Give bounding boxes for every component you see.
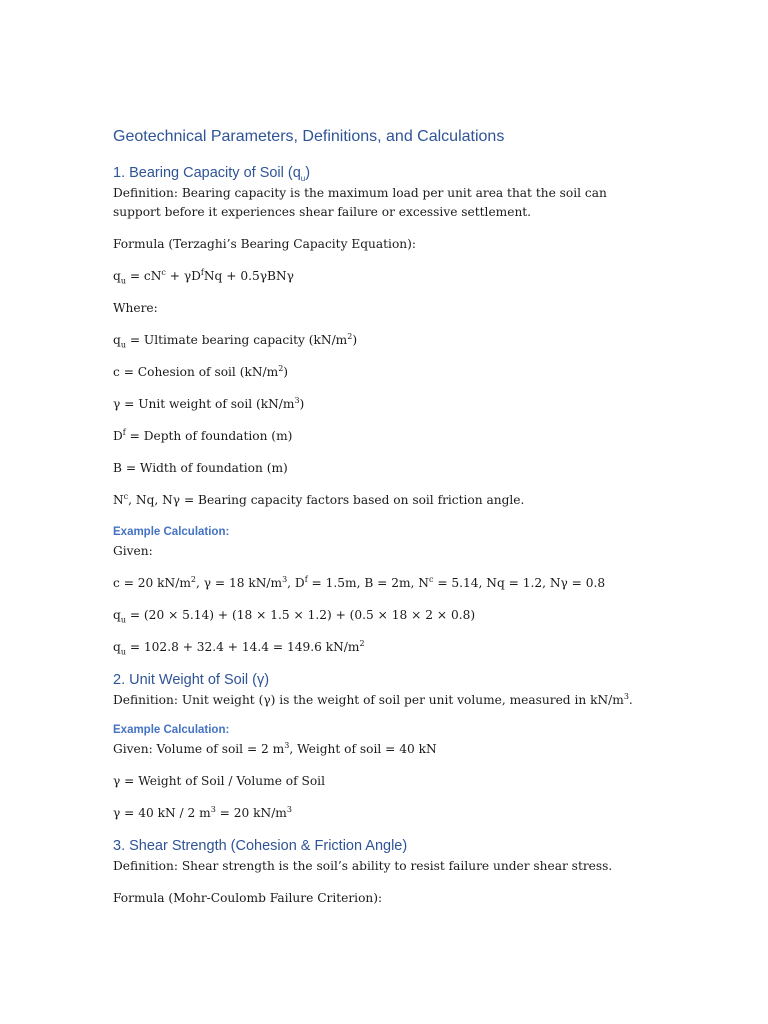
formula-tail: Nq + 0.5γBNγ <box>203 269 294 283</box>
s2-def-tail: . <box>628 693 633 707</box>
calc1-sym: q <box>113 608 121 622</box>
formula-gd-sup: f <box>200 267 204 277</box>
calc2-sym: q <box>113 640 121 654</box>
def-n-sup: c <box>123 491 129 501</box>
section-1-calc-1 <box>113 606 673 625</box>
s2-def-sup: 3 <box>623 691 629 701</box>
section-3-formula-intro: Formula (Mohr-Coulomb Failure Criterion): <box>113 891 383 905</box>
formula-q-sub: u <box>120 276 126 286</box>
def-qu-sup: 2 <box>347 331 353 341</box>
s2-given-sup: 3 <box>284 740 290 750</box>
def-c-tail: ) <box>283 365 289 379</box>
def-c-text: c = Cohesion of soil (kN/m <box>113 365 279 379</box>
given-a: c = 20 kN/m <box>113 576 191 590</box>
given-b: , γ = 18 kN/m <box>195 576 283 590</box>
calc1-sub: u <box>120 615 126 625</box>
def-df <box>113 427 673 446</box>
def-gamma <box>113 395 673 414</box>
given-e: = 5.14, Nq = 1.2, Nγ = 0.8 <box>433 576 606 590</box>
section-2-example-label: Example Calculation: <box>113 724 230 736</box>
formula-cn: = cN <box>125 269 162 283</box>
formula-q: q <box>113 269 121 283</box>
calc2-text: = 102.8 + 32.4 + 14.4 = 149.6 kN/m <box>125 640 360 654</box>
def-b: B = Width of foundation (m) <box>113 461 288 475</box>
def-gamma-tail: ) <box>299 397 305 411</box>
section-3-definition: Definition: Shear strength is the soil’s ability to resist failure under shear stress. <box>113 859 613 873</box>
def-qu <box>113 331 673 350</box>
s2-result-b: = 20 kN/m <box>215 806 287 820</box>
section-1-given-values <box>113 574 673 593</box>
def-n-text: , Nq, Nγ = Bearing capacity factors based on soil friction angle. <box>128 493 525 507</box>
calc2-sup: 2 <box>359 638 365 648</box>
formula-cn-sup: c <box>161 267 166 277</box>
def-qu-sub: u <box>120 340 126 350</box>
formula-gd: + γD <box>165 269 201 283</box>
def-n-sym: N <box>113 493 124 507</box>
section-1-heading <box>113 162 673 184</box>
def-n <box>113 491 673 510</box>
s2-result-a-sup: 3 <box>210 804 216 814</box>
s2-result-a: γ = 40 kN / 2 m <box>113 806 211 820</box>
section-1-heading-sub: u <box>300 173 306 183</box>
def-gamma-sup: 3 <box>294 395 300 405</box>
section-2-formula: γ = Weight of Soil / Volume of Soil <box>113 774 325 788</box>
s2-def-text: Definition: Unit weight (γ) is the weight of soil per unit volume, measured in kN/m <box>113 693 624 707</box>
s2-given-a: Given: Volume of soil = 2 m <box>113 742 285 756</box>
def-qu-tail: ) <box>352 333 358 347</box>
section-1-formula-intro: Formula (Terzaghi’s Bearing Capacity Equation): <box>113 237 416 251</box>
s2-result-b-sup: 3 <box>286 804 292 814</box>
def-qu-sym: q <box>113 333 121 347</box>
given-a-sup: 2 <box>190 574 196 584</box>
given-c-sup: f <box>304 574 308 584</box>
section-1-definition: Definition: Bearing capacity is the maximum load per unit area that the soil can support before it experiences shear failure or excessive settlement. <box>113 186 607 219</box>
s2-given-b: , Weight of soil = 40 kN <box>289 742 437 756</box>
given-b-sup: 3 <box>282 574 288 584</box>
where-label: Where: <box>113 301 158 315</box>
def-c <box>113 363 673 382</box>
document-title: Geotechnical Parameters, Definitions, and Calculations <box>113 128 505 145</box>
calc2-sub: u <box>120 647 126 657</box>
section-2-definition <box>113 691 673 710</box>
def-qu-text: = Ultimate bearing capacity (kN/m <box>125 333 348 347</box>
section-1-given-label: Given: <box>113 544 153 558</box>
section-1-calc-2 <box>113 638 673 657</box>
given-c: , D <box>287 576 305 590</box>
section-1-example-label: Example Calculation: <box>113 526 230 538</box>
def-df-text: = Depth of foundation (m) <box>125 429 293 443</box>
given-d: = 1.5m, B = 2m, N <box>307 576 429 590</box>
calc1-text: = (20 × 5.14) + (18 × 1.5 × 1.2) + (0.5 × 18 × 2 × 0.8) <box>125 608 476 622</box>
section-1-heading-tail: ) <box>305 165 311 181</box>
def-gamma-text: γ = Unit weight of soil (kN/m <box>113 397 295 411</box>
section-3-heading: 3. Shear Strength (Cohesion & Friction Angle) <box>113 838 408 854</box>
def-df-sym: D <box>113 429 123 443</box>
def-df-sup: f <box>122 427 126 437</box>
section-2-heading: 2. Unit Weight of Soil (γ) <box>113 672 270 688</box>
def-c-sup: 2 <box>278 363 284 373</box>
section-1-heading-text: 1. Bearing Capacity of Soil (q <box>113 165 301 181</box>
bearing-capacity-formula <box>113 267 673 286</box>
section-2-result <box>113 804 673 823</box>
section-2-given <box>113 740 673 759</box>
given-d-sup: c <box>428 574 434 584</box>
document-body <box>113 124 673 908</box>
